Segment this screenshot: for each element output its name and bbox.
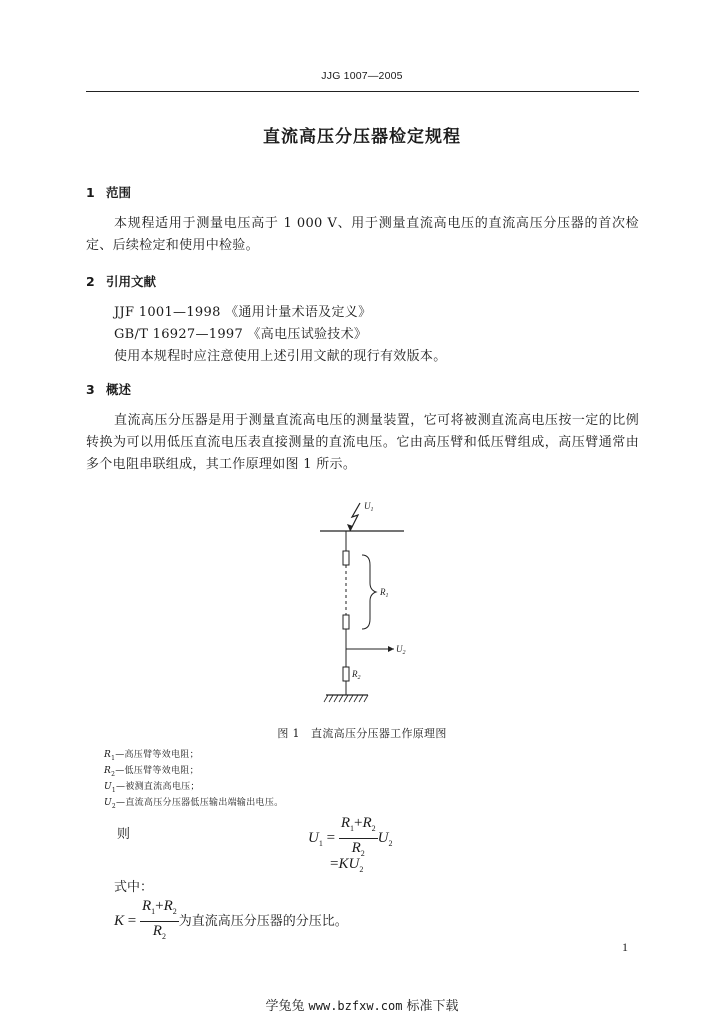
section-title: 范围 <box>106 185 132 200</box>
section-3-heading <box>86 380 131 398</box>
formula-line-2: $=KU_2$ <box>330 856 364 874</box>
where-label: 式中： <box>114 880 154 895</box>
ground-hatch <box>324 695 368 702</box>
legend-item: $R_2—$低压臂等效电阻； <box>104 766 199 778</box>
r1-label: $R_1$ <box>380 587 389 599</box>
k-definition: K = $\frac{R_1+R_2}{R_2}$ 为直流高压分压器的分压比。 <box>114 898 348 941</box>
section-1-heading <box>86 183 131 201</box>
resistor-bottom-high <box>343 615 349 629</box>
resistor-low <box>343 667 349 681</box>
reference-note: 使用本规程时应注意使用上述引用文献的现行有效版本。 <box>114 349 447 364</box>
resistor-top <box>343 551 349 565</box>
u1-label: $U_1$ <box>364 501 374 513</box>
scope-paragraph: 本规程适用于测量电压高于 1 000 V、用于测量直流高电压的直流高压分压器的首次检定、后续检定和使用中检验。 <box>86 216 639 253</box>
legend-item: $U_1—$被测直流高电压； <box>104 782 200 794</box>
figure-caption: 图 1 直流高压分压器工作原理图 <box>277 727 447 740</box>
u2-label: $U_2$ <box>396 644 406 656</box>
section-number: 1 <box>86 185 95 200</box>
divider-circuit-diagram <box>300 495 430 715</box>
header-rule <box>86 91 639 92</box>
r1-brace <box>362 555 376 629</box>
page-title: 直流高压分压器检定规程 <box>263 127 461 147</box>
reference-item: JJF 1001—1998 《通用计量术语及定义》 <box>114 305 372 320</box>
section-number: 3 <box>86 382 95 397</box>
document-code: JJG 1007—2005 <box>321 70 403 82</box>
overview-paragraph: 直流高压分压器是用于测量直流高电压的测量装置，它可将被测直流高电压按一定的比例转换为可以用低压直流电压表直接测量的直流电压。它由高压臂和低压臂组成，高压臂通常由多个电阻串联组成，其工作原理如图 1 所示。 <box>86 413 639 472</box>
formula-line-1: $U_1$ = $\frac{R_1+R_2}{R_2}$ $U_2$ <box>308 815 393 858</box>
section-number: 2 <box>86 274 95 289</box>
reference-item: GB/T 16927—1997 《高电压试验技术》 <box>114 327 368 342</box>
r2-label: $R_2$ <box>352 669 361 681</box>
k-description: 为直流高压分压器的分压比。 <box>178 913 348 929</box>
legend-item: $U_2—$直流高压分压器低压输出端输出电压。 <box>104 798 284 810</box>
formula-intro: 则 <box>117 827 131 842</box>
section-title: 概述 <box>106 382 132 397</box>
page-number: 1 <box>622 940 628 954</box>
footer-link[interactable]: www.bzfxw.com <box>308 999 403 1013</box>
legend-item: $R_1—$高压臂等效电阻； <box>104 750 199 762</box>
section-title: 引用文献 <box>106 274 157 289</box>
footer-watermark: 学兔兔 www.bzfxw.com 标准下载 <box>265 999 459 1014</box>
section-2-heading <box>86 272 156 290</box>
